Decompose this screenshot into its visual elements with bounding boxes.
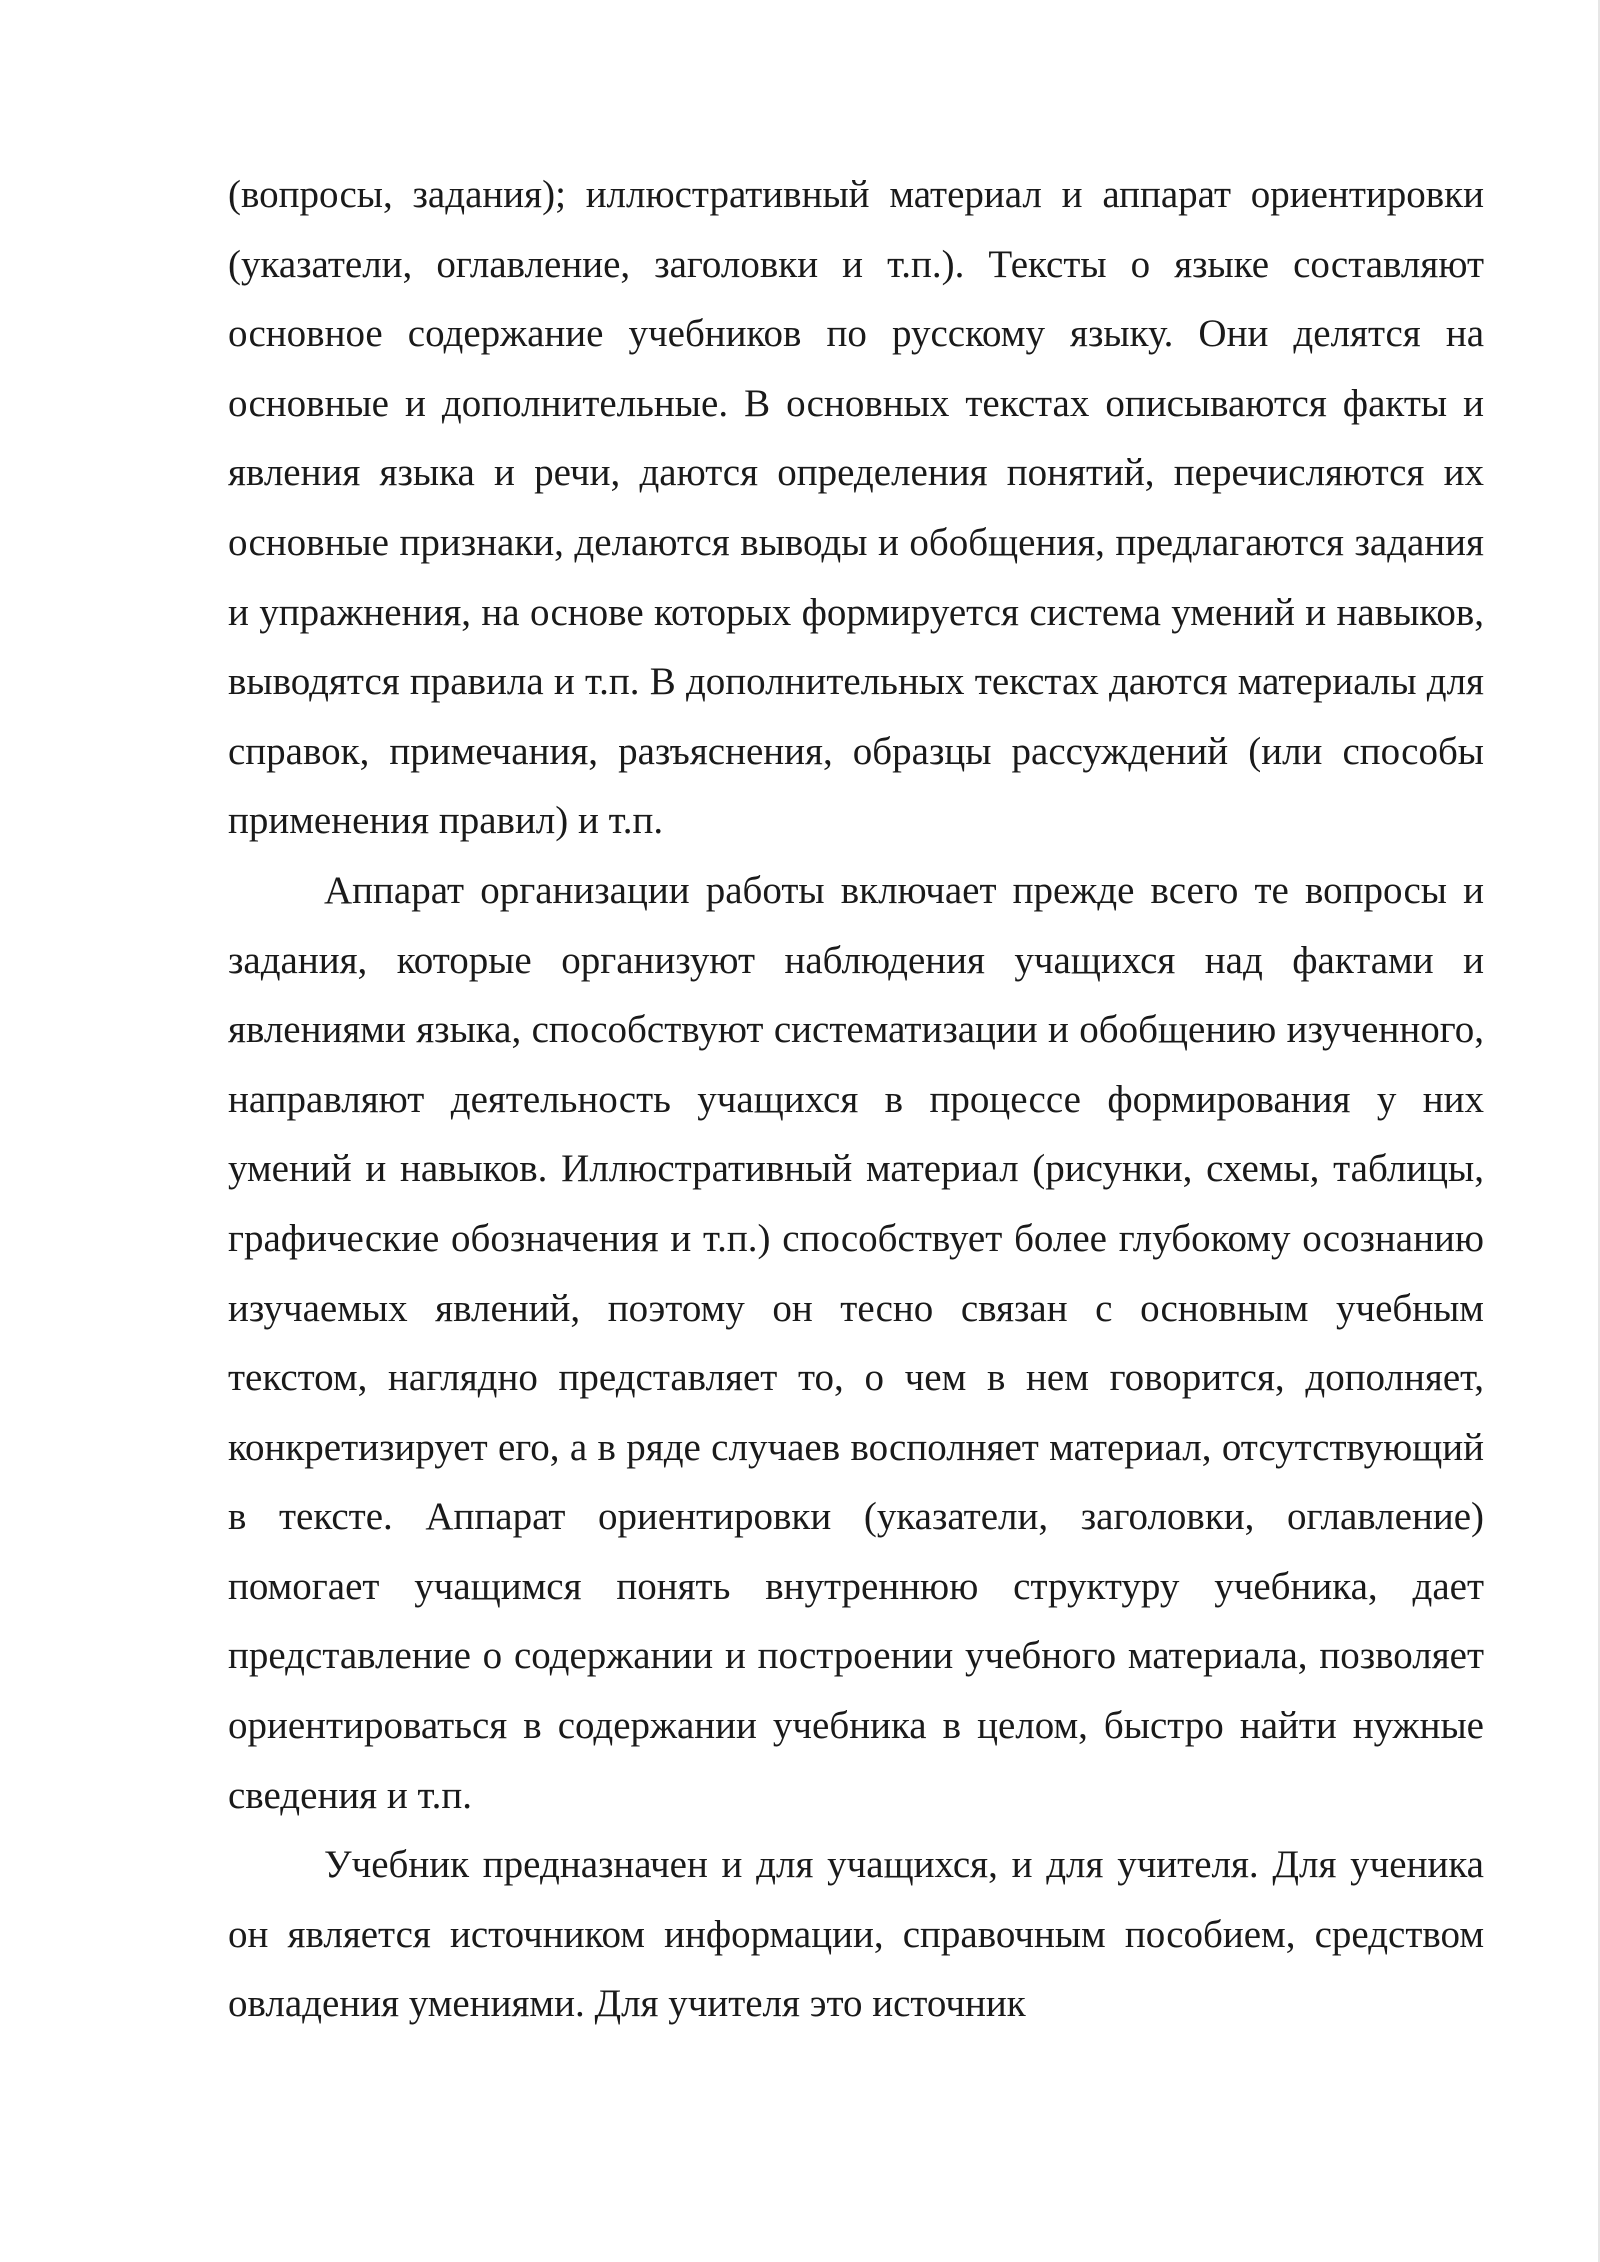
paragraph-1: (вопросы, задания); иллюстративный материал и аппарат ориентировки (указатели, оглавление, заголовки и т.п.). Тексты о языке составляют основное содержание учебников по русскому языку. Они делятся на основные и дополнительные. В основных текстах описываются факты и явления языка и речи, даются определения понятий, перечисляются их основные признаки, делаются выводы и обобщения, предлагаются задания и упражнения, на основе которых формируется система умений и навыков, выводятся правила и т.п. В дополнительных текстах даются материалы для справок, примечания, разъяснения, образцы рассуждений (или способы применения правил) и т.п. bbox=[228, 173, 1484, 843]
paragraph-3: Учебник предназначен и для учащихся, и для учителя. Для ученика он является источником информации, справочным пособием, средством овладения умениями. Для учителя это источник bbox=[228, 1843, 1484, 2026]
paragraph-2: Аппарат организации работы включает прежде всего те вопросы и задания, которые организуют наблюдения учащихся над фактами и явлениями языка, способствуют систематизации и обобщению изученного, направляют деятельность учащихся в процессе формирования у них умений и навыков. Иллюстративный материал (рисунки, схемы, таблицы, графические обозначения и т.п.) способствует более глубокому осознанию изучаемых явлений, поэтому он тесно связан с основным учебным текстом, наглядно представляет то, о чем в нем говорится, дополняет, конкретизирует его, а в ряде случаев восполняет материал, отсутствующий в тексте. Аппарат ориентировки (указатели, заголовки, оглавление) помогает учащимся понять внутреннюю структуру учебника, дает представление о содержании и построении учебного материала, позволяет ориентироваться в содержании учебника в целом, быстро найти нужные сведения и т.п. bbox=[228, 868, 1484, 1817]
document-body bbox=[228, 160, 1484, 2039]
